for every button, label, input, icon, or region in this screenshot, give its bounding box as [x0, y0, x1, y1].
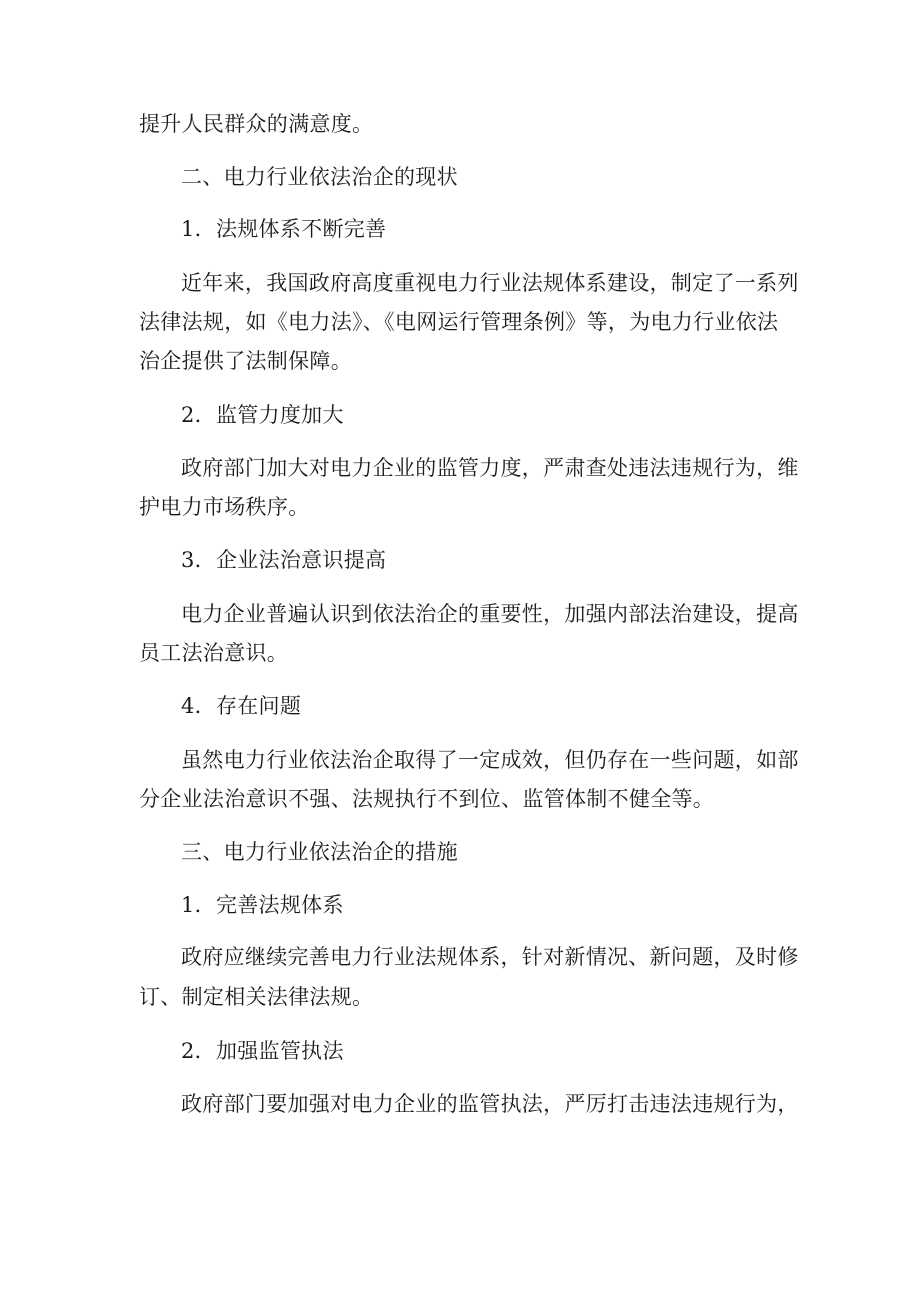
paragraph-line: 治企提供了法制保障。 — [139, 349, 352, 373]
subsection-heading: 4．存在问题 — [181, 694, 302, 718]
section-heading: 二、电力行业依法治企的现状 — [181, 165, 458, 189]
paragraph-line: 政府部门加大对电力企业的监管力度，严肃查处违法违规行为，维 — [181, 456, 799, 480]
paragraph-line: 订、制定相关法律法规。 — [139, 985, 374, 1009]
subsection-heading: 1．完善法规体系 — [181, 893, 344, 917]
paragraph-line: 虽然电力行业依法治企取得了一定成效，但仍存在一些问题，如部 — [181, 748, 799, 772]
paragraph-line: 分企业法治意识不强、法规执行不到位、监管体制不健全等。 — [139, 787, 715, 811]
paragraph-line: 提升人民群众的满意度。 — [139, 112, 374, 136]
paragraph-line: 员工法治意识。 — [139, 641, 289, 665]
subsection-heading: 2．监管力度加大 — [181, 403, 344, 427]
subsection-heading: 1．法规体系不断完善 — [181, 217, 387, 241]
paragraph-line: 电力企业普遍认识到依法治企的重要性，加强内部法治建设，提高 — [181, 602, 799, 626]
paragraph-line: 政府应继续完善电力行业法规体系，针对新情况、新问题，及时修 — [181, 945, 799, 969]
subsection-heading: 2．加强监管执法 — [181, 1039, 344, 1063]
subsection-heading: 3．企业法治意识提高 — [181, 548, 387, 572]
paragraph-line: 近年来，我国政府高度重视电力行业法规体系建设，制定了一系列 — [181, 271, 799, 295]
paragraph-line: 法律法规，如《电力法》、《电网运行管理条例》等，为电力行业依法 — [139, 310, 779, 334]
paragraph-line: 政府部门要加强对电力企业的监管执法，严厉打击违法违规行为， — [181, 1092, 799, 1116]
paragraph-line: 护电力市场秩序。 — [139, 495, 310, 519]
section-heading: 三、电力行业依法治企的措施 — [181, 840, 458, 864]
